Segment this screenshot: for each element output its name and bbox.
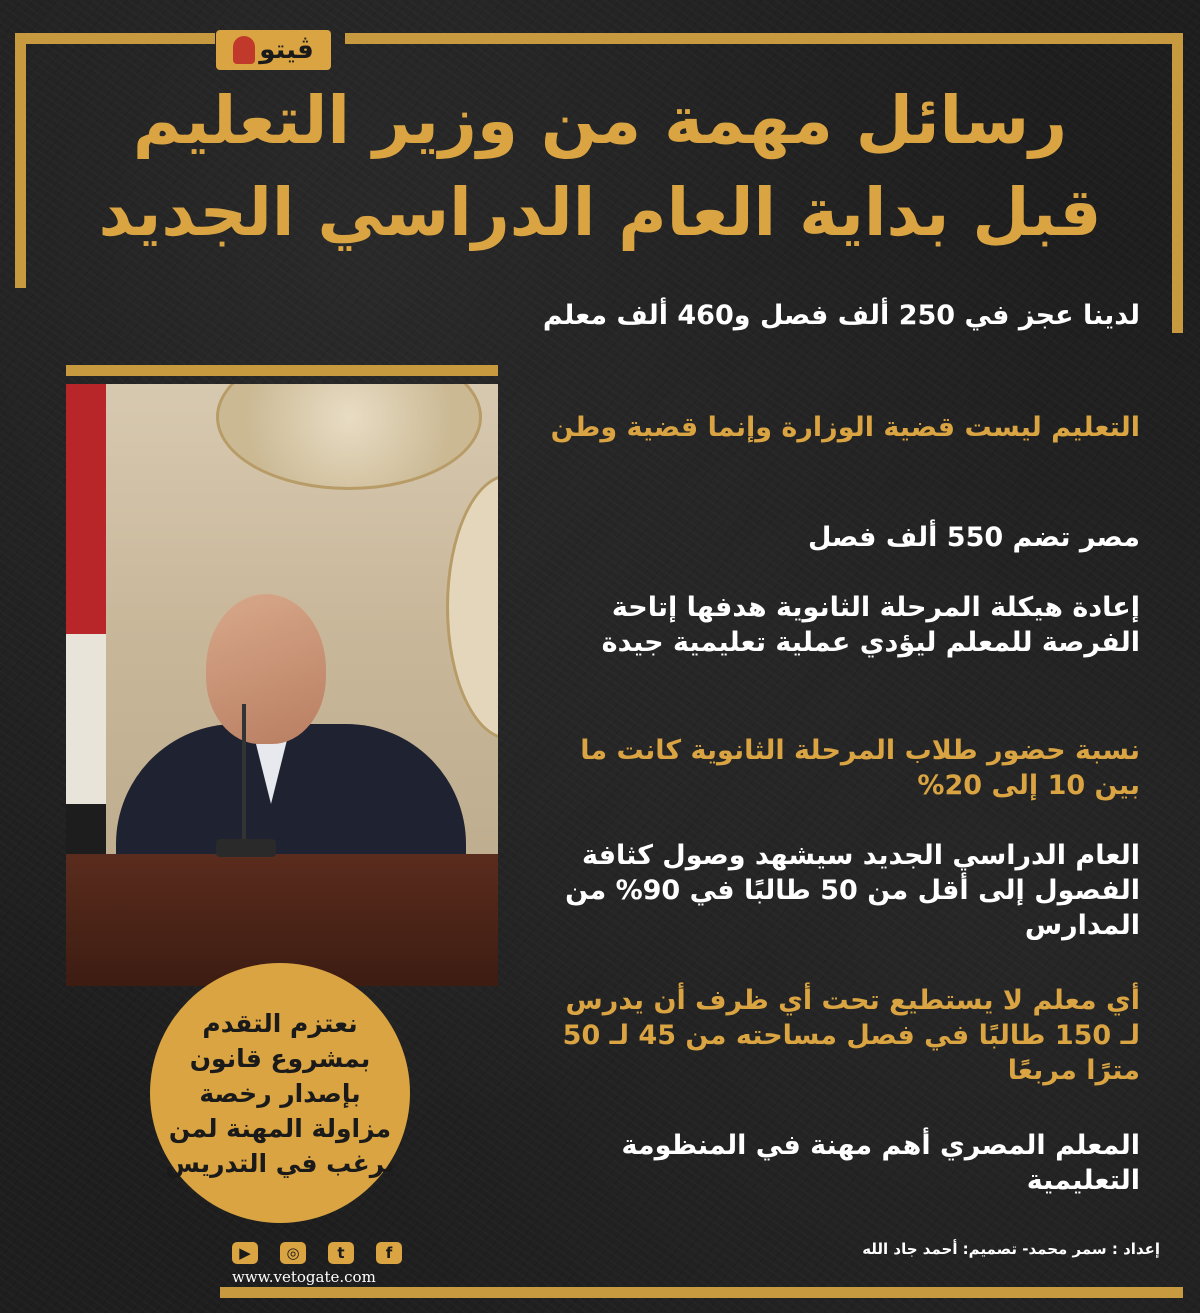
twitter-icon[interactable]: t	[328, 1242, 354, 1264]
youtube-icon[interactable]: ▶	[232, 1242, 258, 1264]
frame-top-right-bar	[345, 33, 1183, 44]
quote-circle	[150, 963, 410, 1223]
logo-text: ڤيتو	[259, 35, 314, 65]
page-title	[60, 75, 1140, 259]
point-5: نسبة حضور طلاب المرحلة الثانوية كانت ما بين 10 إلى 20%	[580, 735, 1140, 801]
instagram-icon[interactable]: ◎	[280, 1242, 306, 1264]
point-2: التعليم ليست قضية الوزارة وإنما قضية وطن	[550, 412, 1140, 443]
person-head	[206, 594, 326, 744]
microphone-icon	[242, 704, 246, 854]
photo-frame-top	[66, 365, 498, 376]
flag-red-stripe	[66, 384, 106, 634]
frame-left-bar	[15, 33, 26, 288]
point-7: أي معلم لا يستطيع تحت أي ظرف أن يدرس لـ 150 طالبًا في فصل مساحته من 45 لـ 50 مترًا مربعًا	[562, 985, 1140, 1086]
website-link[interactable]: www.vetogate.com	[232, 1268, 376, 1286]
facebook-icon[interactable]: f	[376, 1242, 402, 1264]
point-4: إعادة هيكلة المرحلة الثانوية هدفها إتاحة الفرصة للمعلم ليؤدي عملية تعليمية جيدة	[601, 592, 1140, 658]
flag-white-stripe	[66, 634, 106, 804]
frame-top-left-bar	[15, 33, 215, 44]
social-icons	[232, 1242, 402, 1264]
hand-icon	[233, 36, 255, 64]
minister-photo	[66, 384, 498, 986]
credits-text: إعداد : سمر محمد- تصميم: أحمد جاد الله	[862, 1240, 1160, 1258]
title-line-2: قبل بداية العام الدراسي الجديد	[98, 174, 1102, 251]
frame-bottom-bar	[220, 1287, 1183, 1298]
title-line-1: رسائل مهمة من وزير التعليم	[132, 82, 1068, 159]
point-1: لدينا عجز في 250 ألف فصل و460 ألف معلم	[542, 300, 1140, 331]
quote-text: نعتزم التقدم بمشروع قانون بإصدار رخصة مزاولة المهنة لمن يرغب في التدريس	[165, 1008, 395, 1178]
brand-logo[interactable]	[216, 30, 331, 70]
ministry-seal	[446, 474, 498, 740]
point-6: العام الدراسي الجديد سيشهد وصول كثافة الفصول إلى أقل من 50 طالبًا في 90% من المدارس	[565, 840, 1140, 941]
frame-right-bar	[1172, 33, 1183, 333]
point-3: مصر تضم 550 ألف فصل	[808, 522, 1140, 553]
wall-emblem	[216, 384, 482, 490]
microphone-base	[216, 839, 276, 857]
point-8: المعلم المصري أهم مهنة في المنظومة التعليمية	[621, 1130, 1140, 1196]
